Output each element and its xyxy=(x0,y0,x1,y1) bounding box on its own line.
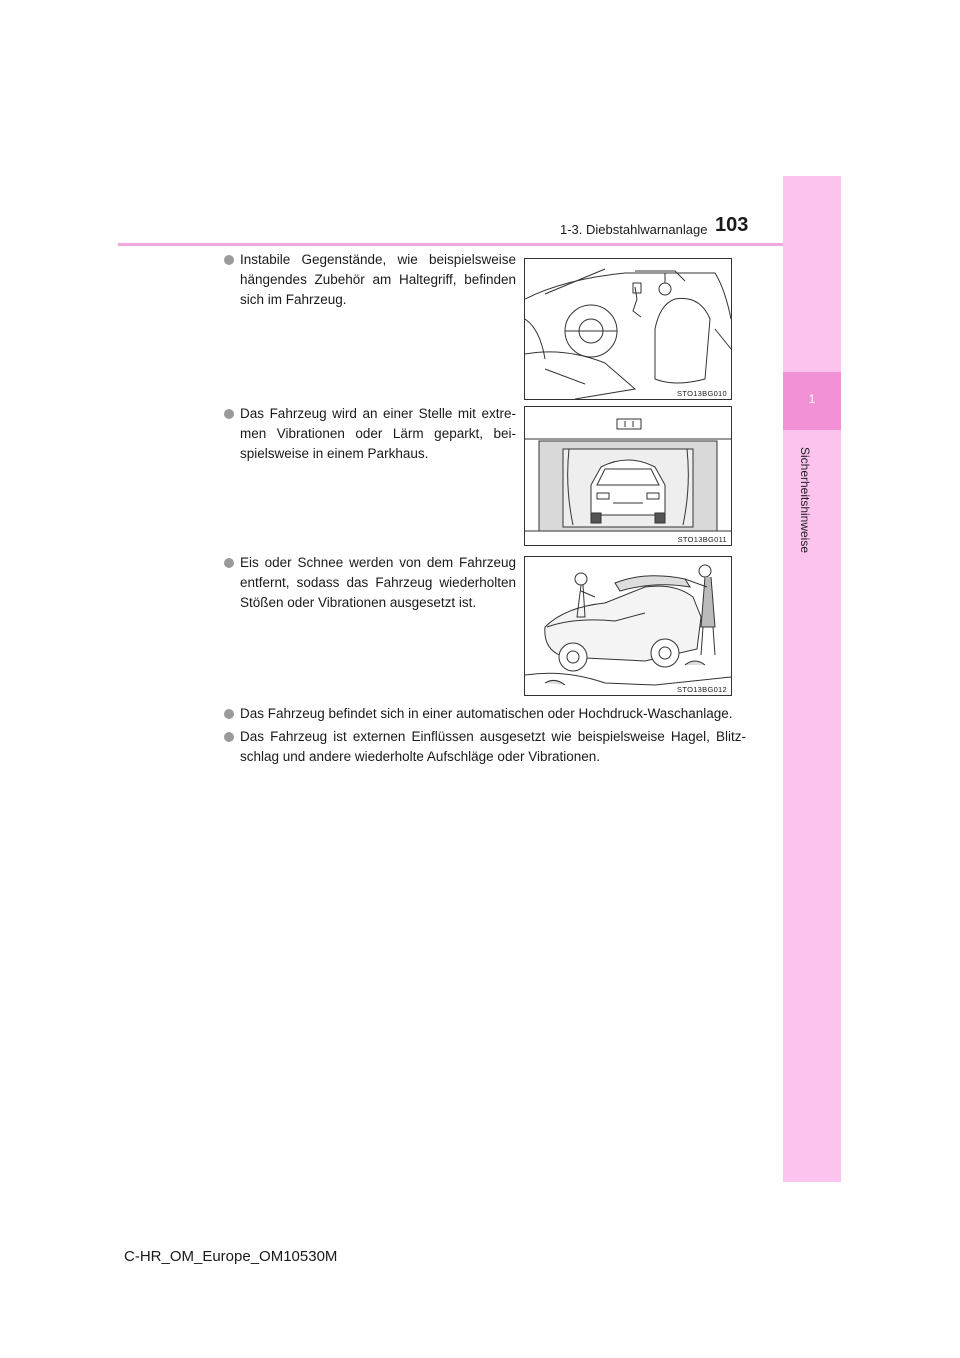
list-item-text: Eis oder Schnee werden von dem Fahrzeug entfernt, sodass das Fahrzeug wiederholten Stößen oder Vibrationen ausgesetzt ist. xyxy=(240,555,516,610)
figure-code: STO13BG012 xyxy=(677,685,727,694)
section-title: 1-3. Diebstahlwarnanlage xyxy=(560,222,708,237)
list-item xyxy=(224,404,516,464)
figure-snow-removal xyxy=(524,556,732,696)
figure-car-interior xyxy=(524,258,732,400)
list-item-text: Das Fahrzeug wird an einer Stelle mit extre-men Vibrationen oder Lärm geparkt, bei-spielsweise in einem Parkhaus. xyxy=(240,406,516,461)
document-id: C-HR_OM_Europe_OM10530M xyxy=(124,1248,338,1265)
chapter-number: 1 xyxy=(808,392,816,406)
car-in-garage-illustration xyxy=(525,407,731,545)
figure-code: STO13BG011 xyxy=(677,535,727,544)
figure-car-in-garage xyxy=(524,406,732,546)
bullet-icon xyxy=(224,409,234,419)
list-item-text: Das Fahrzeug ist externen Einflüssen ausgesetzt wie beispielsweise Hagel, Blitz-schlag und andere wiederholte Aufschläge oder Vibrationen. xyxy=(240,729,746,764)
chapter-label: Sicherheitshinweise xyxy=(798,446,812,554)
list-item-text: Das Fahrzeug befindet sich in einer automatischen oder Hochdruck-Waschanlage. xyxy=(240,706,733,721)
list-item xyxy=(224,553,516,613)
bullet-icon xyxy=(224,558,234,568)
chapter-side-tab xyxy=(783,176,841,1182)
bullet-icon xyxy=(224,255,234,265)
list-item xyxy=(224,250,516,310)
car-interior-illustration xyxy=(525,259,731,399)
bullet-icon xyxy=(224,709,234,719)
header-rule xyxy=(118,243,783,246)
page-number: 103 xyxy=(715,214,749,236)
bullet-icon xyxy=(224,732,234,742)
figure-code: STO13BG010 xyxy=(677,389,727,398)
list-item xyxy=(224,727,746,767)
snow-removal-illustration xyxy=(525,557,731,695)
list-item xyxy=(224,704,746,724)
list-item-text: Instabile Gegenstände, wie beispielsweise hängendes Zubehör am Haltegriff, befinden sich im Fahrzeug. xyxy=(240,252,516,307)
